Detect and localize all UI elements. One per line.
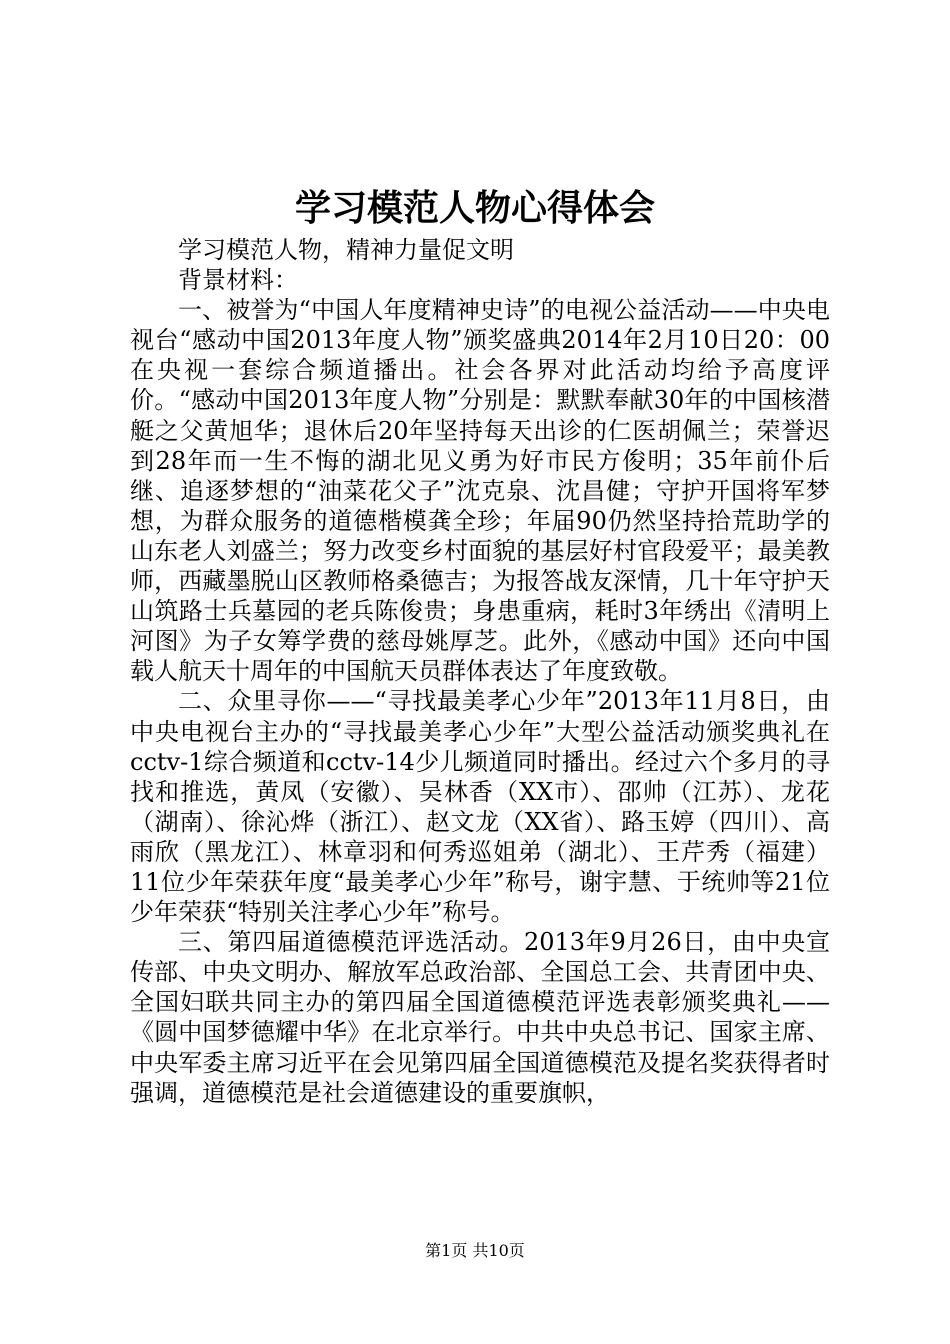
paragraph-3: 三、第四届道德模范评选活动。2013年9月26日，由中央宣传部、中央文明办、解放军总政治部、全国总工会、共青团中央、全国妇联共同主办的第四届全国道德模范评选表彰颁奖典礼——《圆中国梦德耀中华》在北京举行。中共中央总书记、国家主席、中央军委主席习近平在会见第四届全国道德模范及提名奖获得者时强调，道德模范是社会道德建设的重要旗帜，	[130, 928, 830, 1107]
paragraph-2: 二、众里寻你——“寻找最美孝心少年”2013年11月8日，由中央电视台主办的“寻找最美孝心少年”大型公益活动颁奖典礼在cctv-1综合频道和cctv-14少儿频道同时播出。经过六个多月的寻找和推选，黄凤（安徽）、吴林香（XX市）、邵帅（江苏）、龙花（湖南）、徐沁烨（浙江）、赵文龙（XX省）、路玉婷（四川）、高雨欣（黑龙江）、林章羽和何秀巡姐弟（湖北）、王芹秀（福建）11位少年荣获年度“最美孝心少年”称号，谢宇慧、于统帅等21位少年荣获“特别关注孝心少年”称号。	[130, 687, 830, 927]
document-subtitle: 学习模范人物，精神力量促文明	[178, 236, 514, 264]
document-title: 学习模范人物心得体会	[294, 187, 655, 229]
document-body	[130, 235, 830, 1108]
paragraph-1: 一、被誉为“中国人年度精神史诗”的电视公益活动——中央电视台“感动中国2013年度人物”颁奖盛典2014年2月10日20：00在央视一套综合频道播出。社会各界对此活动均给予高度评价。“感动中国2013年度人物”分别是：默默奉献30年的中国核潜艇之父黄旭华；退休后20年坚持每天出诊的仁医胡佩兰；荣誉迟到28年而一生不悔的湖北见义勇为好市民方俊明；35年前仆后继、追逐梦想的“油菜花父子”沈克泉、沈昌健；守护开国将军梦想，为群众服务的道德楷模龚全珍；年届90仍然坚持拾荒助学的山东老人刘盛兰；努力改变乡村面貌的基层好村官段爱平；最美教师，西藏墨脱山区教师格桑德吉；为报答战友深情，几十年守护天山筑路士兵墓园的老兵陈俊贵；身患重病，耗时3年绣出《清明上河图》为子女筹学费的慈母姚厚芝。此外，《感动中国》还向中国载人航天十周年的中国航天员群体表达了年度致敬。	[130, 296, 830, 686]
page-footer: 第1页 共10页	[425, 1241, 525, 1260]
section-label: 背景材料：	[178, 266, 298, 295]
